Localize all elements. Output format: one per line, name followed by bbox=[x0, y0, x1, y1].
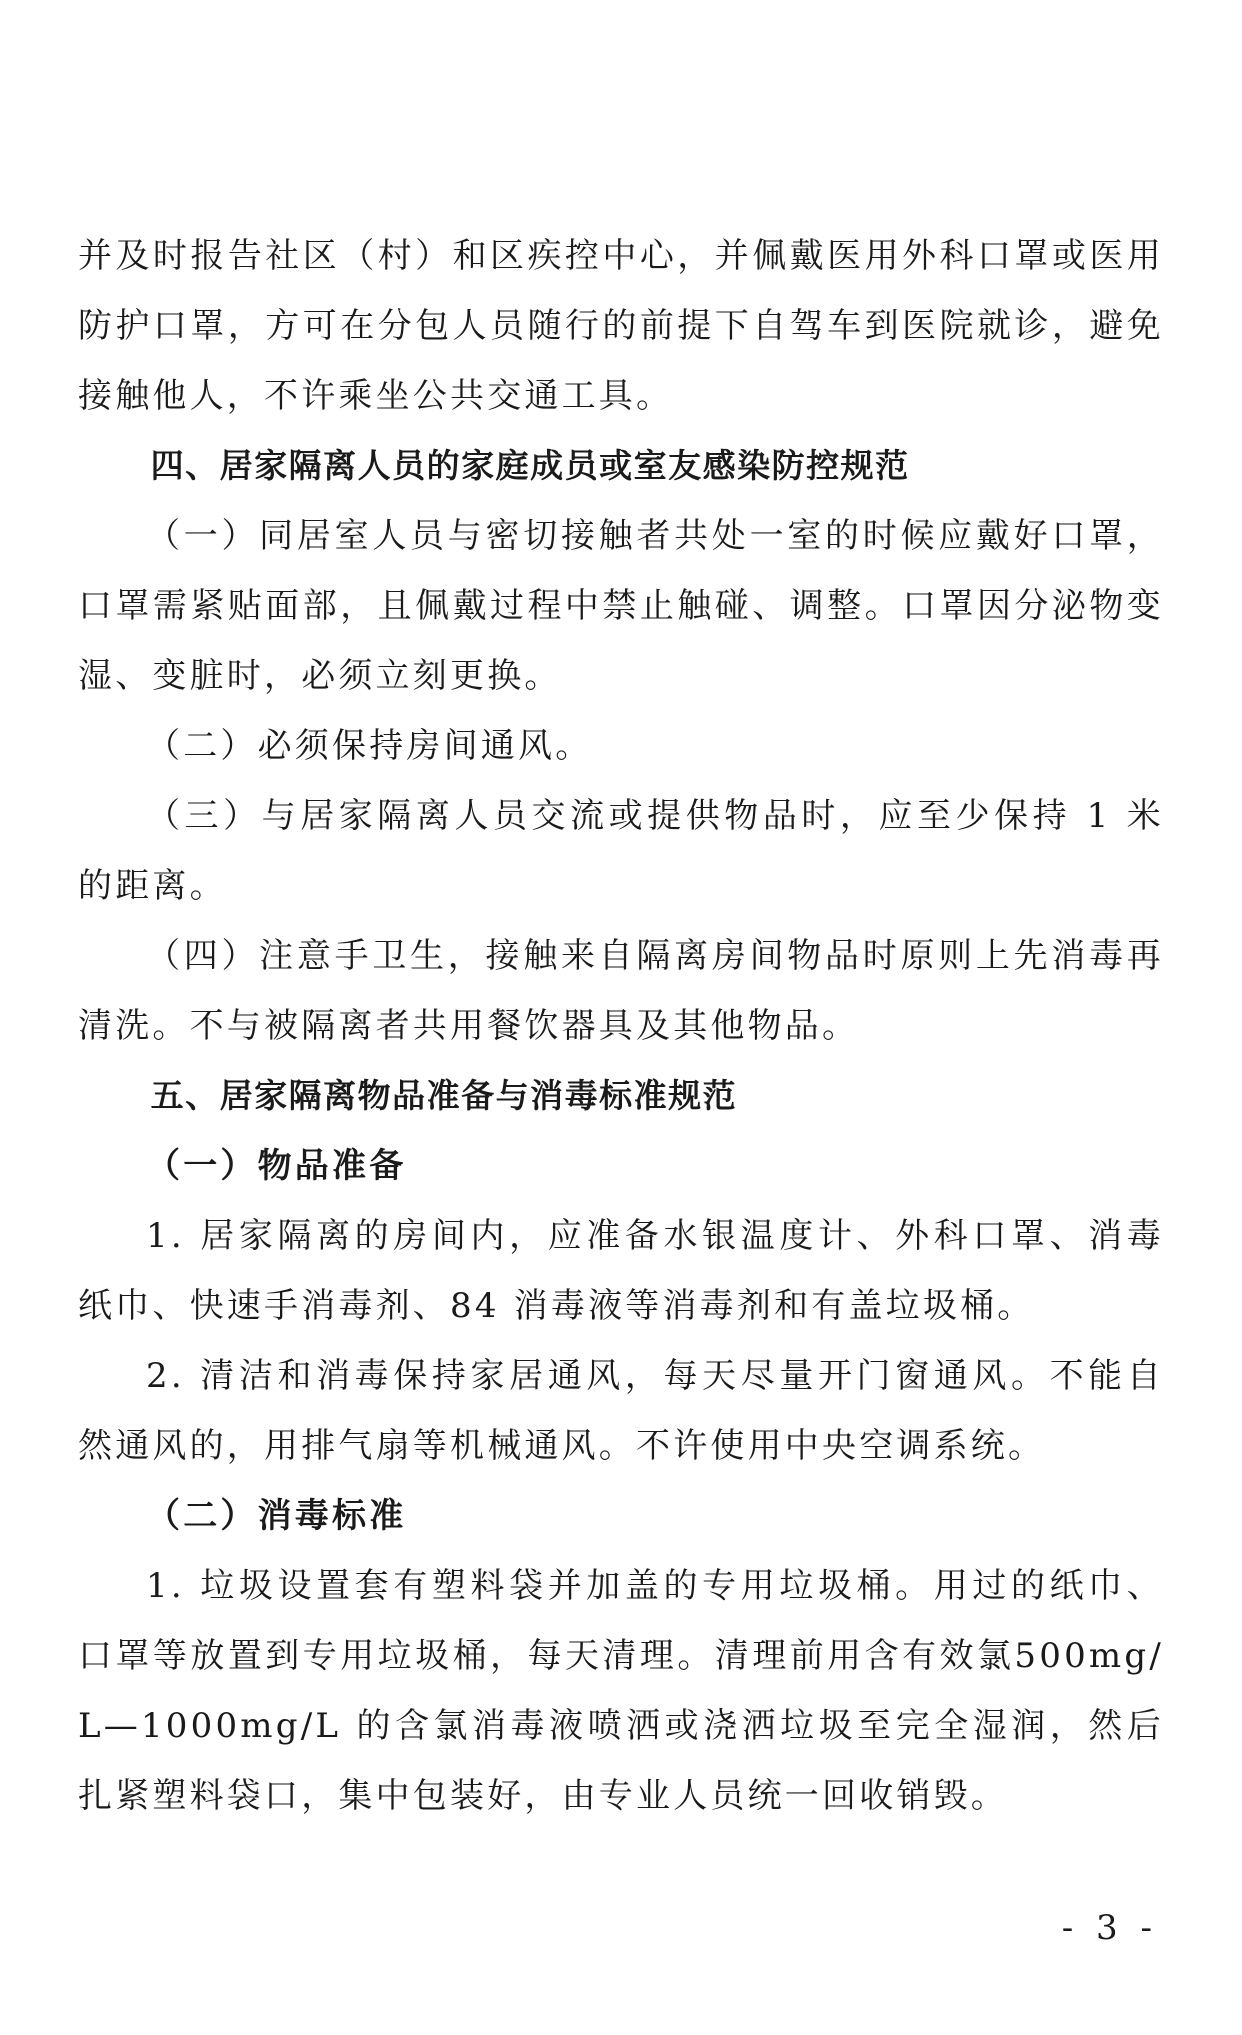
preparation-item-1: 1. 居家隔离的房间内，应准备水银温度计、外科口罩、消毒纸巾、快速手消毒剂、84 消毒液等消毒剂和有盖垃圾桶。 bbox=[78, 1216, 1164, 1326]
section-heading-4: 四、居家隔离人员的家庭成员或室友感染防控规范 bbox=[150, 446, 910, 485]
preparation-item-2: 2. 清洁和消毒保持家居通风，每天尽量开门窗通风。不能自然通风的，用排气扇等机械通风。不许使用中央空调系统。 bbox=[78, 1356, 1164, 1466]
section-heading-5: 五、居家隔离物品准备与消毒标准规范 bbox=[150, 1076, 738, 1115]
subheading-disinfection-standard: （二）消毒标准 bbox=[146, 1496, 407, 1536]
section4-item-2: （二）必须保持房间通风。 bbox=[146, 726, 593, 766]
section4-item-4: （四）注意手卫生，接触来自隔离房间物品时原则上先消毒再清洗。不与被隔离者共用餐饮器具及其他物品。 bbox=[78, 936, 1164, 1046]
page-number: - 3 - bbox=[1061, 1908, 1158, 1948]
section4-item-1: （一）同居室人员与密切接触者共处一室的时候应戴好口罩，口罩需紧贴面部，且佩戴过程中禁止触碰、调整。口罩因分泌物变湿、变脏时，必须立刻更换。 bbox=[78, 516, 1164, 696]
subheading-items-preparation: （一）物品准备 bbox=[146, 1146, 407, 1186]
disinfection-item-1: 1. 垃圾设置套有塑料袋并加盖的专用垃圾桶。用过的纸巾、口罩等放置到专用垃圾桶，每天清理。清理前用含有效氯500mg/L—1000mg/L 的含氯消毒液喷洒或浇洒垃圾至完全湿润，然后扎紧塑料袋口，集中包装好，由专业人员统一回收销毁。 bbox=[78, 1566, 1164, 1816]
section4-item-3: （三）与居家隔离人员交流或提供物品时，应至少保持 1 米的距离。 bbox=[78, 796, 1164, 906]
document-body bbox=[78, 221, 1164, 1831]
continuation-paragraph: 并及时报告社区（村）和区疾控中心，并佩戴医用外科口罩或医用防护口罩，方可在分包人员随行的前提下自驾车到医院就诊，避免接触他人，不许乘坐公共交通工具。 bbox=[78, 236, 1164, 416]
